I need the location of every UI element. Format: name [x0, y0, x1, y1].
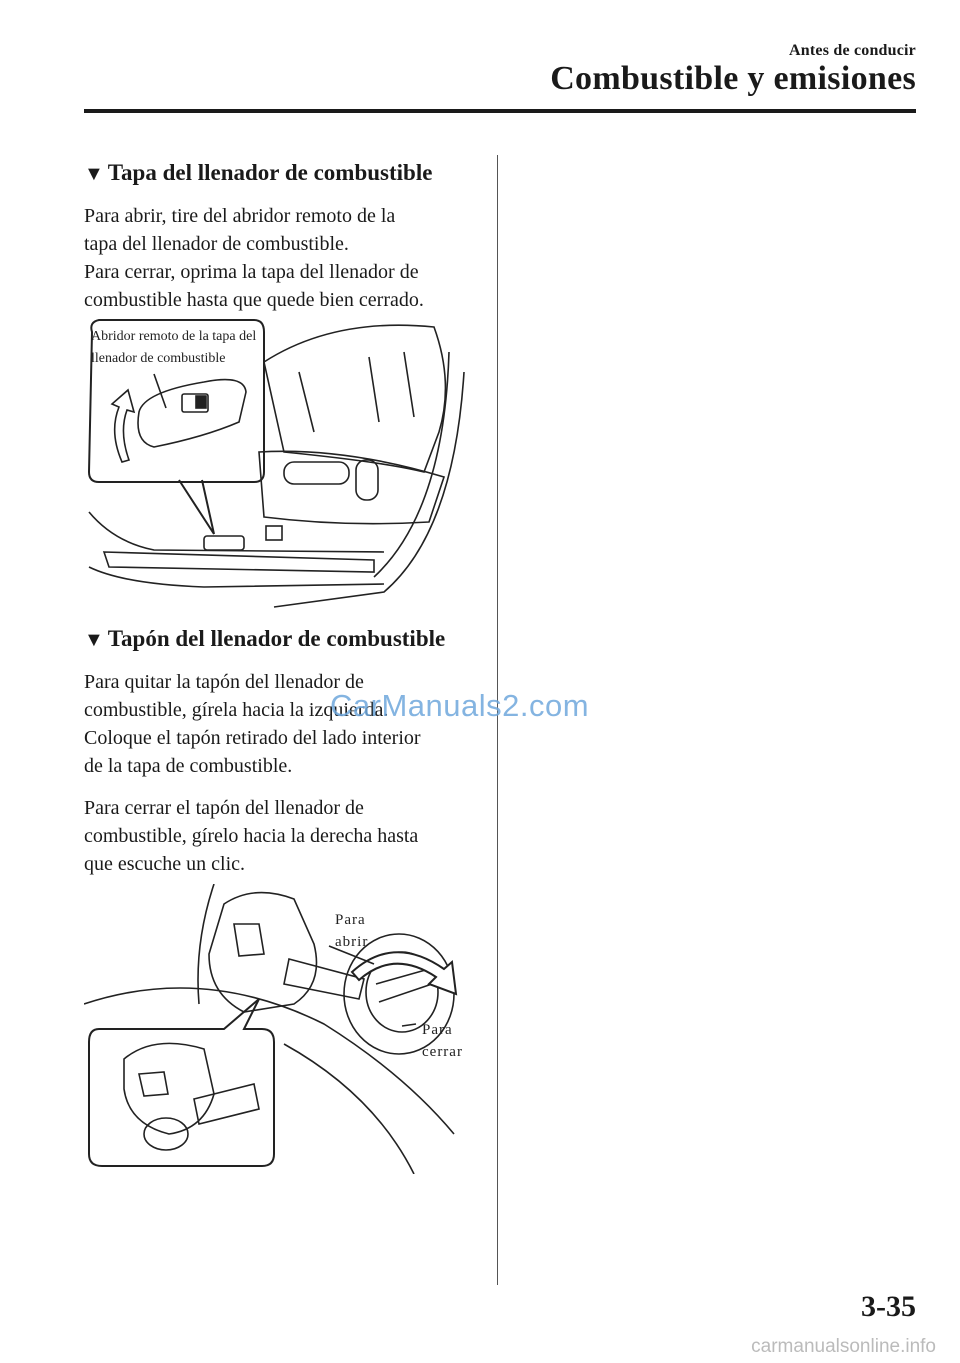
paragraph-close-lid: Para cerrar, oprima la tapa del llenador de combustible hasta que quede bien cerrado. — [84, 261, 424, 311]
paragraph-remove-cap: Para quitar la tapón del llenador de combustible, gírela hacia la izquierda. Coloque el tapón retirado del lado interior de la tapa de combustible. — [84, 671, 421, 777]
chapter-label: Antes de conducir — [789, 42, 916, 59]
section-heading-fuel-cap: ▼ Tapón del llenador de combustible — [84, 626, 446, 651]
paragraph-open-lid: Para abrir, tire del abridor remoto de la tapa del llenador de combustible. — [84, 205, 396, 255]
figure-label-line2: llenador de combustible — [91, 351, 226, 366]
figure-remote-opener — [84, 312, 484, 613]
label-open-line1: Para — [335, 912, 366, 928]
seat-illustration — [84, 312, 484, 608]
page-title: Combustible y emisiones — [550, 60, 916, 97]
label-close-line1: Para — [422, 1022, 453, 1038]
fuel-cap-illustration — [84, 884, 484, 1174]
label-open-line2: abrir — [335, 934, 369, 950]
watermark: CarManuals2.com — [330, 688, 590, 723]
figure-label-line1: Abridor remoto de la tapa del — [91, 329, 257, 344]
label-close-line2: cerrar — [422, 1044, 463, 1060]
header-divider — [84, 109, 916, 113]
figure-fuel-cap — [84, 884, 484, 1179]
page-number: 3-35 — [861, 1290, 916, 1323]
footer-site: carmanualsonline.info — [751, 1336, 936, 1357]
section-heading-fuel-lid: ▼ Tapa del llenador de combustible — [84, 160, 433, 185]
triangle-bullet-icon: ▼ — [84, 163, 104, 185]
paragraph-close-cap: Para cerrar el tapón del llenador de combustible, gírelo hacia la derecha hasta que escuche un clic. — [84, 797, 419, 875]
triangle-bullet-icon: ▼ — [84, 629, 104, 651]
